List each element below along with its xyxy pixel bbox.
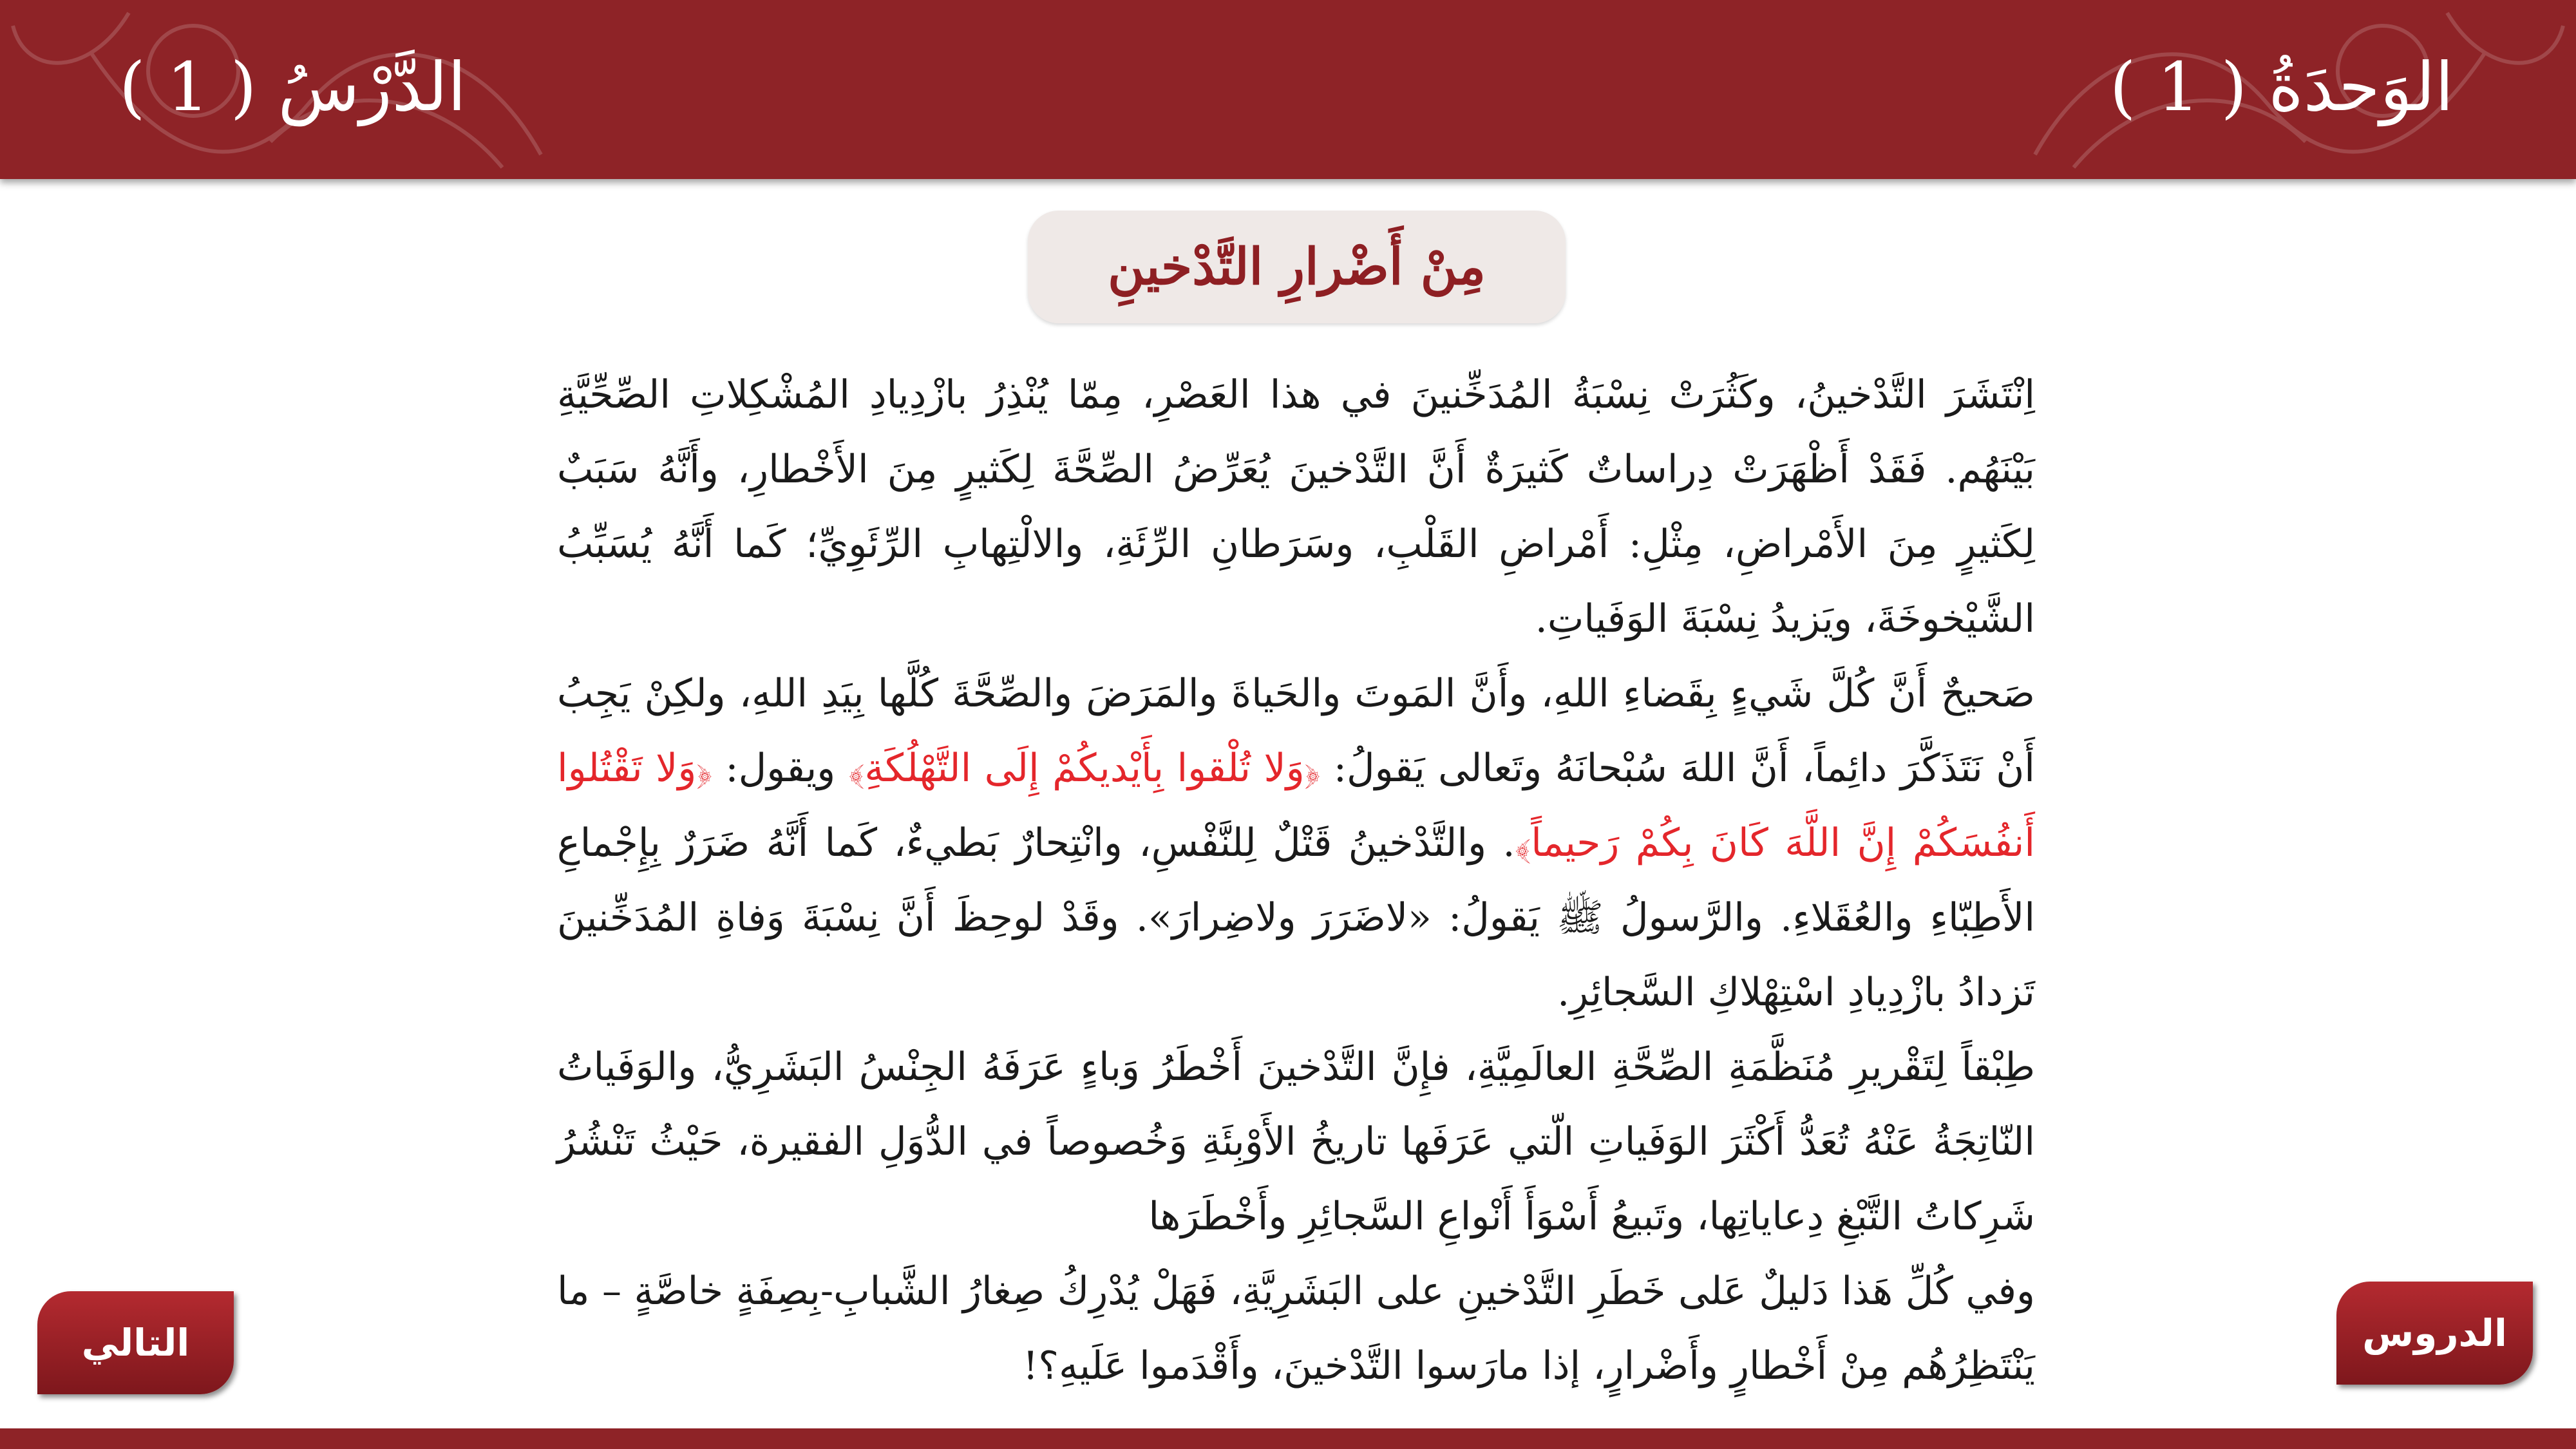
lesson-title-box [1028,211,1566,323]
quran-verse-1: ﴿وَلا تُلْقوا بِأَيْديكُمْ إِلَى التَّهْلُكَةِ﴾ [848,746,1321,791]
paragraph-4: وفي كُلِّ هَذا دَليلٌ عَلى خَطَرِ التَّدْخينِ على البَشَرِيَّةِ، فَهَلْ يُدْرِكُ صِغارُ الشَّبابِ-بِصِفَةٍ خاصَّةٍ – ما يَنْتَظِرُهُم مِنْ أَخْطارٍ وأَضْرارٍ، إذا مارَسوا التَّدْخينَ، وأَقْدَموا عَلَيهِ؟! [557,1269,2035,1388]
lesson-content [557,357,2035,1403]
paragraph-2 [557,656,2035,1030]
paragraph-2-says: ويقول: [725,746,836,791]
lessons-button[interactable]: الدروس [2336,1282,2533,1385]
header-bar [0,0,2576,179]
paragraph-2-rest: . والتَّدْخينُ قَتْلٌ لِلنَّفْسِ، وانْتِحارٌ بَطيءٌ، كَما أَنَّهُ ضَرَرٌ بِإِجْماعِ الأَطِبّاءِ والعُقَلاءِ. والرَّسولُ ﷺ يَقولُ: «لاضَرَرَ ولاضِرارَ». وقَدْ لوحِظَ أَنَّ نِسْبَةَ وَفاةِ المُدَخِّنينَ تَزدادُ بازْدِيادِ اسْتِهْلاكِ السَّجائِرِ. [557,820,2035,1015]
paragraph-1: اِنْتَشَرَ التَّدْخينُ، وكَثُرَتْ نِسْبَةُ المُدَخِّنينَ في هذا العَصْرِ، مِمّا يُنْذِرُ بازْدِيادِ المُشْكِلاتِ الصِّحِّيَّةِ بَيْنَهُم. فَقَدْ أَظْهَرَتْ دِراساتٌ كَثيرَةٌ أَنَّ التَّدْخينَ يُعَرِّضُ الصِّحَّةَ لِكَثيرٍ مِنَ الأَخْطارِ، وأَنَّهُ سَبَبٌ لِكَثيرٍ مِنَ الأَمْراضِ، مِثْلِ: أَمْراضِ القَلْبِ، وسَرَطانِ الرِّئَةِ، والالْتِهابِ الرِّئَوِيِّ؛ كَما أَنَّهُ يُسَبِّبُ الشَّيْخوخَةَ، ويَزيدُ نِسْبَةَ الوَفَياتِ. [557,372,2035,641]
quran-verse-2: ﴿وَلا تَقْتُلوا أَنفُسَكُمْ إِنَّ اللَّهَ كَانَ بِكُمْ رَحيماً﴾ [557,746,2036,866]
next-button[interactable]: التالي [37,1291,234,1394]
lesson-heading: مِنْ أَضْرارِ التَّدْخينِ [1108,238,1486,296]
footer-bar [0,1428,2576,1449]
paragraph-2-intro: صَحيحٌ أَنَّ كُلَّ شَيءٍ بِقَضاءِ اللهِ، وأَنَّ المَوتَ والحَياةَ والمَرَضَ والصِّحَّةَ كُلَّها بِيَدِ اللهِ، ولكِنْ يَجِبُ أَنْ نَتَذَكَّرَ دائِماً، أَنَّ اللهَ سُبْحانَهُ وتَعالى يَقولُ: [557,671,2035,791]
unit-title: الوَحدَةُ ( 1 ) [2109,48,2454,126]
paragraph-3: طِبْقاً لِتَقْريرِ مُنَظَّمَةِ الصِّحَّةِ العالَمِيَّةِ، فإِنَّ التَّدْخينَ أَخْطَرُ وَباءٍ عَرَفَهُ الجِنْسُ البَشَرِيُّ، والوَفَياتُ النّاتِجَةُ عَنْهُ تُعَدُّ أَكْثَرَ الوَفَياتِ الّتي عَرَفَها تاريخُ الأَوْبِئَةِ وَخُصوصاً في الدُّوَلِ الفقيرة، حَيْثُ تَنْشُرُ شَرِكاتُ التَّبْغِ دِعاياتِها، وتَبيعُ أَسْوَأَ أَنْواعِ السَّجائِرِ وأَخْطَرَها [557,1045,2035,1239]
lesson-title: الدَّرْسُ ( 1 ) [119,48,466,126]
